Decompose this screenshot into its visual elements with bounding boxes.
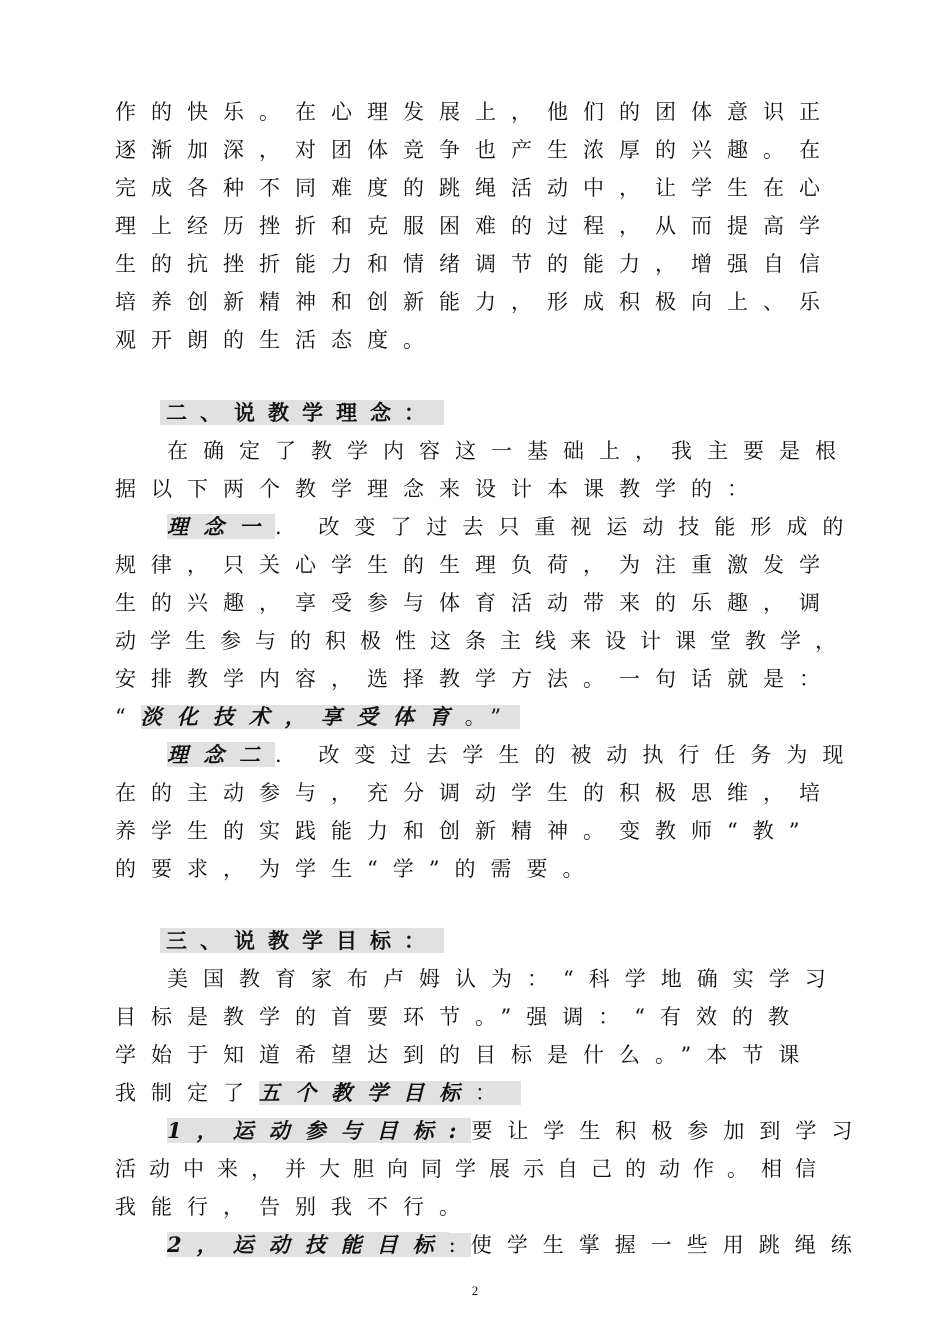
- quote-open: “: [115, 705, 141, 729]
- body-text-line: 美国教育家布卢姆认为：“科学地确实学习: [167, 967, 841, 991]
- goal-line: [167, 1116, 867, 1146]
- body-text-line: 在确定了教学内容这一基础上，我主要是根: [167, 439, 851, 463]
- slogan-line: [115, 702, 520, 732]
- page-number: 2: [471, 1283, 479, 1298]
- goal-label: 1，运动参与目标: [167, 1118, 449, 1143]
- body-text-line: 培养创新精神和创新能力，形成积极向上、乐: [115, 290, 835, 314]
- body-text-line: 完成各种不同难度的跳绳活动中，让学生在心: [115, 176, 835, 200]
- idea-line: [167, 740, 858, 770]
- body-text-line: 生的兴趣，享受参与体育活动带来的乐趣，调: [115, 591, 835, 615]
- body-text-line: 据以下两个教学理念来设计本课教学的：: [115, 477, 763, 501]
- idea-line: [167, 512, 858, 542]
- goal-colon: :: [448, 1118, 472, 1143]
- body-text-line: 在的主动参与，充分调动学生的积极思维，培: [115, 781, 835, 805]
- goals-count-highlight: 五个教学目标: [259, 1080, 475, 1105]
- body-text-line: 作的快乐。在心理发展上，他们的团体意识正: [115, 100, 835, 124]
- body-text: 我制定了: [115, 1081, 259, 1105]
- quote-close: 。”: [464, 705, 516, 729]
- goal-text: 使学生掌握一些用跳绳练: [470, 1233, 867, 1257]
- body-text: ：: [475, 1081, 511, 1105]
- body-text-line: 理上经历挫折和克服困难的过程，从而提高学: [115, 214, 835, 238]
- body-text-line: 活动中来，并大胆向同学展示自己的动作。相信: [115, 1157, 829, 1181]
- body-text-line: 观开朗的生活态度。: [115, 328, 439, 352]
- section-heading: [160, 926, 444, 956]
- body-text-line: 逐渐加深，对团体竞争也产生浓厚的兴趣。在: [115, 138, 835, 162]
- goals-intro-line: [115, 1078, 521, 1108]
- body-text-line: 学始于知道希望达到的目标是什么。”本节课: [115, 1043, 815, 1067]
- idea-text: . 改变了过去只重视运动技能形成的: [275, 515, 859, 539]
- section-heading-text: 二、说教学理念：: [160, 400, 444, 425]
- section-heading-text: 三、说教学目标：: [160, 928, 444, 953]
- idea-text: . 改变过去学生的被动执行任务为现: [275, 743, 859, 767]
- body-text-line: 目标是教学的首要环节。”强调：“有效的教: [115, 1005, 804, 1029]
- goal-label: 2，运动技能目标: [167, 1232, 449, 1257]
- goal-line: [167, 1230, 867, 1260]
- idea-label: 理念一: [167, 514, 275, 539]
- section-heading: [160, 398, 444, 428]
- idea-label: 理念二: [167, 742, 275, 767]
- body-text-line: 安排教学内容，选择教学方法。一句话就是：: [115, 667, 835, 691]
- body-text-line: 的要求，为学生“学”的需要。: [115, 857, 599, 881]
- body-text-line: 动学生参与的积极性这条主线来设计课堂教学，: [115, 629, 850, 653]
- body-text-line: 养学生的实践能力和创新精神。变教师“教”: [115, 819, 815, 843]
- body-text-line: 我能行，告别我不行。: [115, 1195, 475, 1219]
- body-text-line: 规律，只关心学生的生理负荷，为注重激发学: [115, 553, 835, 577]
- goal-colon: :: [448, 1233, 471, 1257]
- goal-text: 要让学生积极参加到学习: [471, 1119, 868, 1143]
- slogan-text: 淡化技术，享受体育: [140, 704, 465, 729]
- body-text-line: 生的抗挫折能力和情绪调节的能力，增强自信: [115, 252, 835, 276]
